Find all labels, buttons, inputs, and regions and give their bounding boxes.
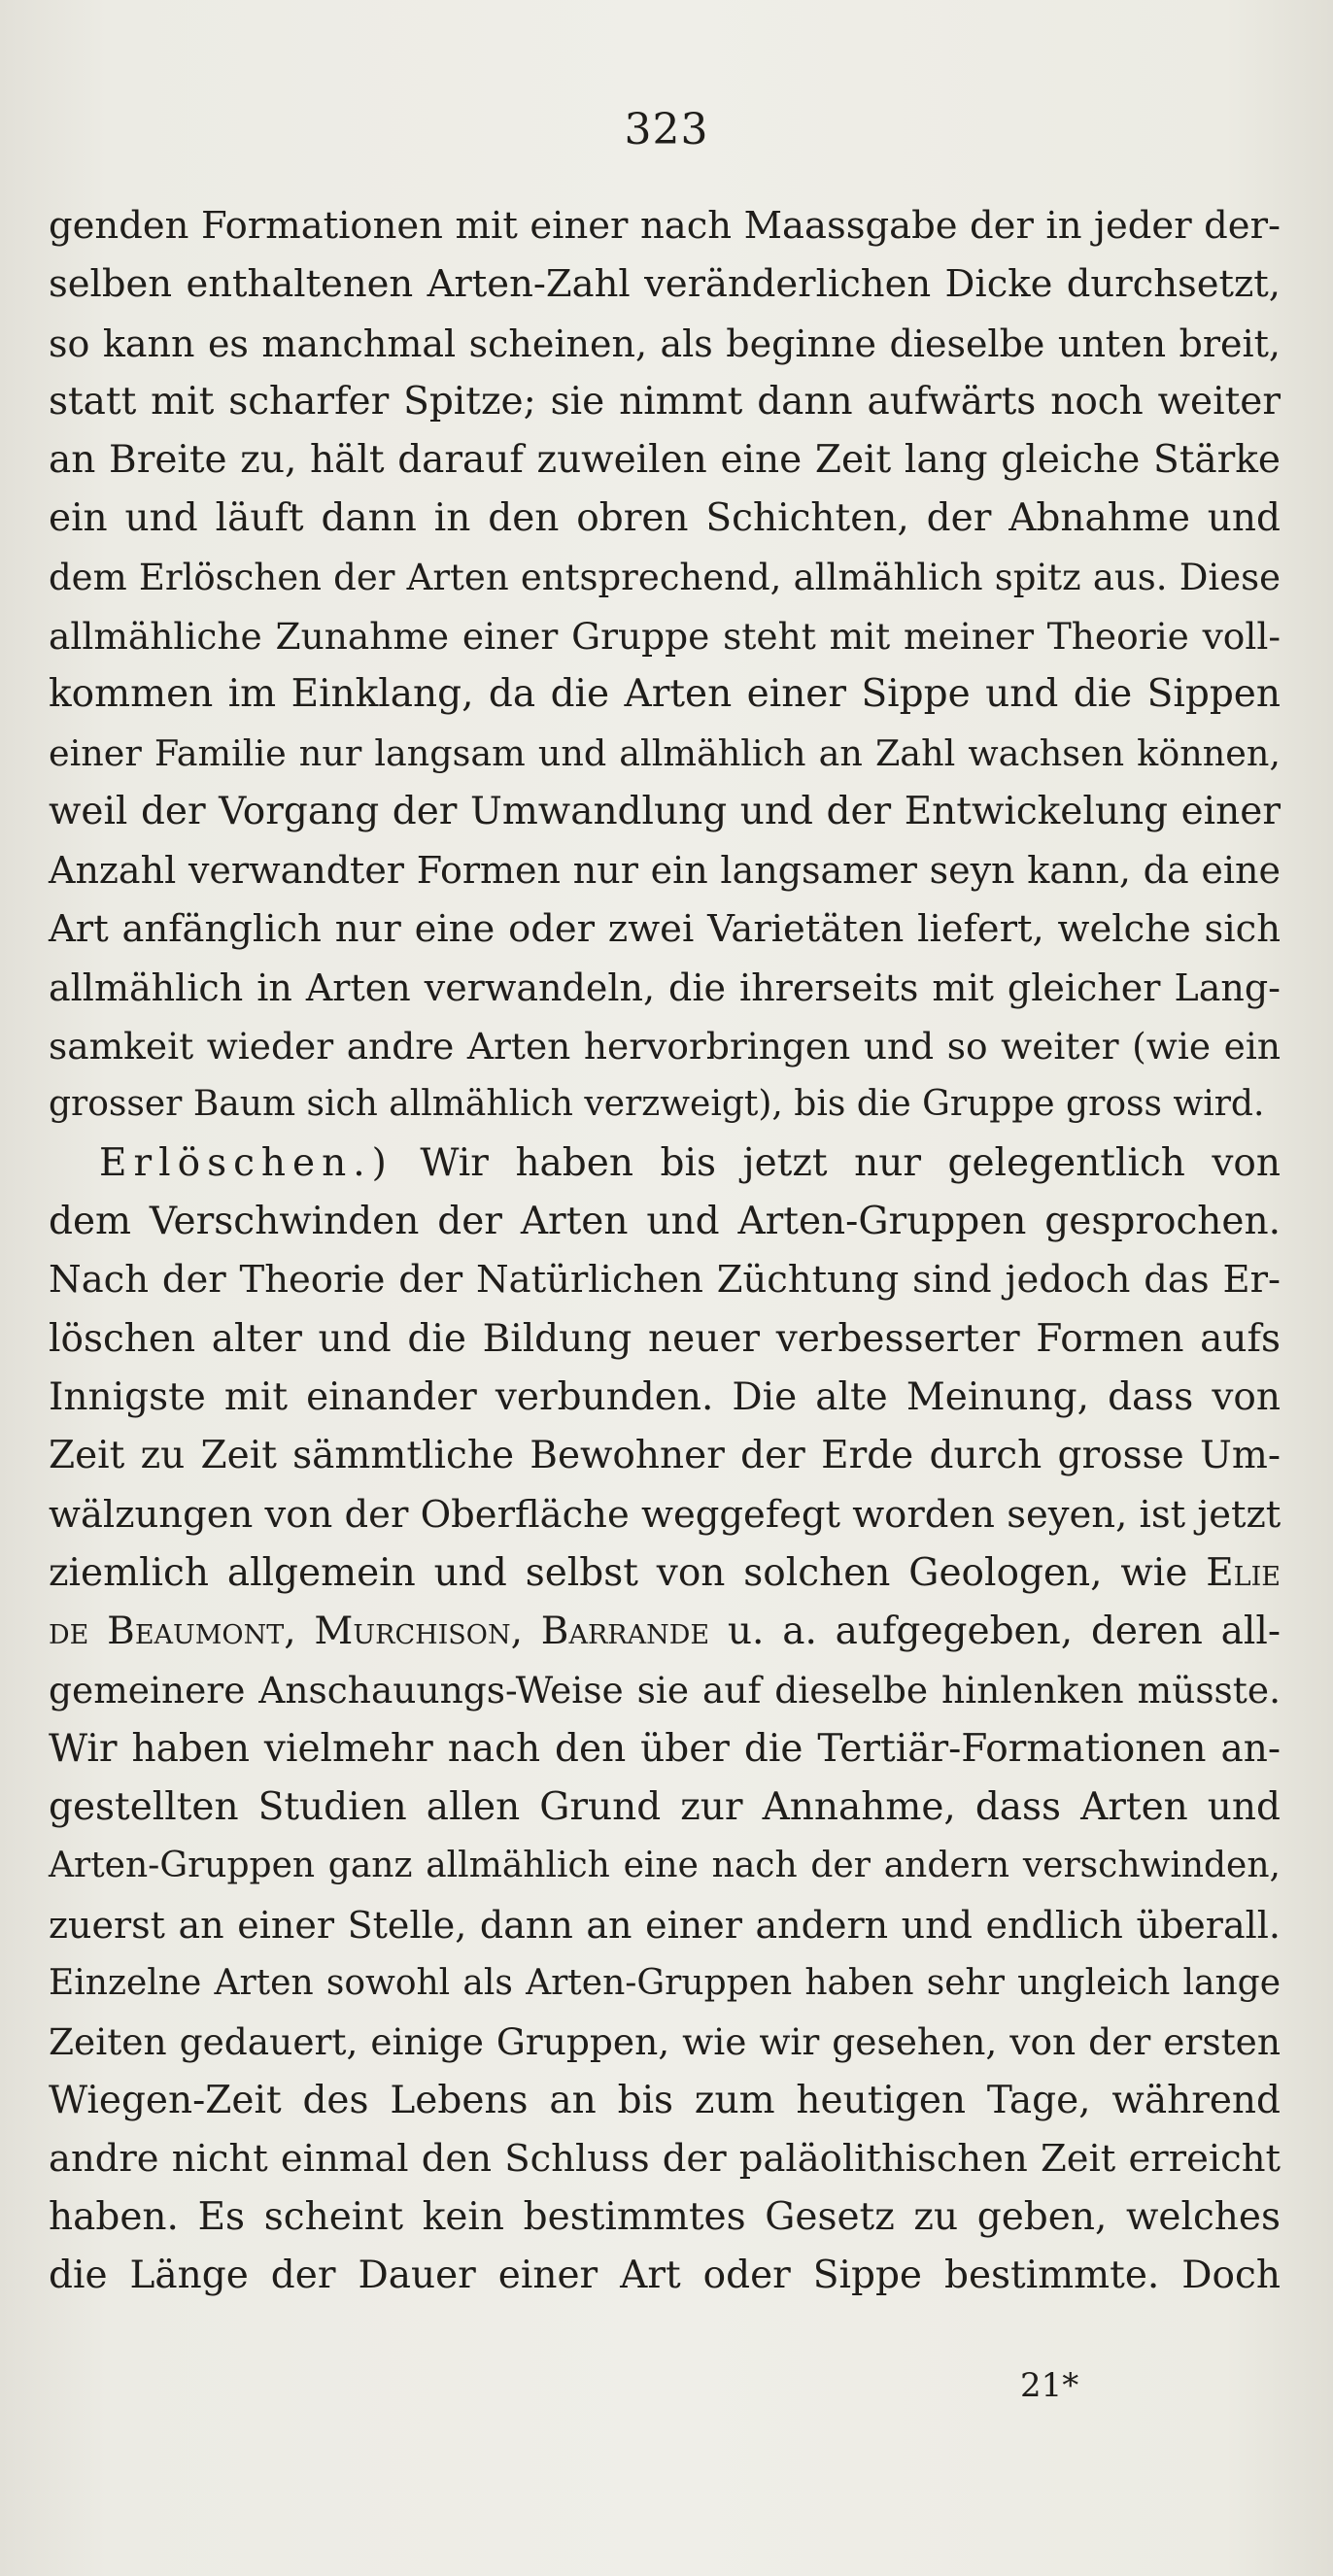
text-fragment: u. a. aufgegeben, deren all-: [709, 1610, 1282, 1654]
text-line: allmähliche Zunahme einer Gruppe steht mit meiner Theorie voll-: [49, 615, 1281, 659]
author-name: Murchison: [314, 1610, 511, 1654]
text-line: gemeinere Anschauungs-Weise sie auf dieselbe hinlenken müsste.: [49, 1669, 1281, 1712]
body-text: [49, 197, 1281, 2306]
text-line: andre nicht einmal den Schluss der paläolithischen Zeit erreicht: [49, 2136, 1281, 2181]
printer-signature: 21*: [1020, 2366, 1079, 2405]
text-line: samkeit wieder andre Arten hervorbringen und so weiter (wie ein: [49, 1025, 1281, 1068]
text-line: Zeiten gedauert, einige Gruppen, wie wir gesehen, von der ersten: [49, 2020, 1281, 2064]
text-line: grosser Baum sich allmählich verzweigt), bis die Gruppe gross wird.: [49, 1084, 1265, 1125]
text-line: weil der Vorgang der Umwandlung und der Entwickelung einer: [49, 789, 1281, 833]
text-line: Innigste mit einander verbunden. Die alte Meinung, dass von: [49, 1374, 1281, 1419]
text-line: allmählich in Arten verwandeln, die ihrerseits mit gleicher Lang-: [49, 966, 1281, 1009]
text-line: an Breite zu, hält darauf zuweilen eine Zeit lang gleiche Stärke: [49, 438, 1281, 483]
separator: ,: [284, 1610, 315, 1654]
page-number: 323: [624, 105, 709, 154]
text-line: Nach der Theorie der Natürlichen Züchtung sind jedoch das Er-: [49, 1258, 1281, 1303]
text-line: Zeit zu Zeit sämmtliche Bewohner der Erde durch grosse Um-: [49, 1434, 1281, 1478]
author-name: Elie: [1206, 1550, 1281, 1595]
text-line: löschen alter und die Bildung neuer verbesserter Formen aufs: [49, 1316, 1281, 1361]
text-line: dem Erlöschen der Arten entsprechend, allmählich spitz aus. Diese: [49, 556, 1281, 598]
text-line: haben. Es scheint kein bestimmtes Gesetz zu geben, welches: [49, 2195, 1281, 2240]
text-line: Wiegen-Zeit des Lebens an bis zum heutigen Tage, während: [49, 2078, 1281, 2122]
text-line: Einzelne Arten sowohl als Arten-Gruppen haben sehr ungleich lange: [49, 1962, 1281, 2003]
text-line: Arten-Gruppen ganz allmählich eine nach der andern verschwinden,: [49, 1846, 1281, 1886]
section-heading: Erlöschen.): [99, 1140, 393, 1185]
text-fragment: Wir haben bis jetzt nur gelegentlich von: [420, 1140, 1281, 1185]
text-line: Wir haben vielmehr nach den über die Tertiär-Formationen an-: [49, 1726, 1281, 1771]
text-line: wälzungen von der Oberfläche weggefegt worden seyen, ist jetzt: [49, 1492, 1282, 1537]
text-line: so kann es manchmal scheinen, als beginne dieselbe unten breit,: [49, 322, 1281, 365]
text-line: genden Formationen mit einer nach Maassgabe der in jeder der-: [49, 204, 1281, 248]
text-line: ein und läuft dann in den obren Schichten, der Abnahme und: [49, 496, 1281, 541]
text-fragment: ziemlich allgemein und selbst von solchen Geologen, wie: [49, 1550, 1188, 1595]
text-line: Art anfänglich nur eine oder zwei Varietäten liefert, welche sich: [49, 906, 1281, 951]
text-line: kommen im Einklang, da die Arten einer Sippe und die Sippen: [49, 672, 1281, 717]
text-line: gestellten Studien allen Grund zur Annahme, dass Arten und: [49, 1785, 1281, 1830]
text-line-with-names: [49, 1603, 1281, 1661]
text-line-with-name: [49, 1544, 1281, 1603]
text-line: dem Verschwinden der Arten und Arten-Gruppen gesprochen.: [49, 1200, 1281, 1244]
text-line: Anzahl verwandter Formen nur ein langsamer seyn kann, da eine: [49, 849, 1281, 893]
text-line: einer Familie nur langsam und allmählich an Zahl wachsen können,: [49, 731, 1281, 774]
text-line: zuerst an einer Stelle, dann an einer andern und endlich überall.: [49, 1903, 1281, 1947]
author-name: de Beaumont: [49, 1610, 285, 1654]
text-line: die Länge der Dauer einer Art oder Sippe bestimmte. Doch: [49, 2254, 1281, 2298]
text-line: statt mit scharfer Spitze; sie nimmt dann aufwärts noch weiter: [49, 379, 1281, 424]
text-line: selben enthaltenen Arten-Zahl veränderlichen Dicke durchsetzt,: [49, 262, 1281, 307]
paragraph-first-line: [49, 1135, 1281, 1193]
separator: ,: [510, 1610, 541, 1654]
author-name: Barrande: [540, 1610, 710, 1654]
